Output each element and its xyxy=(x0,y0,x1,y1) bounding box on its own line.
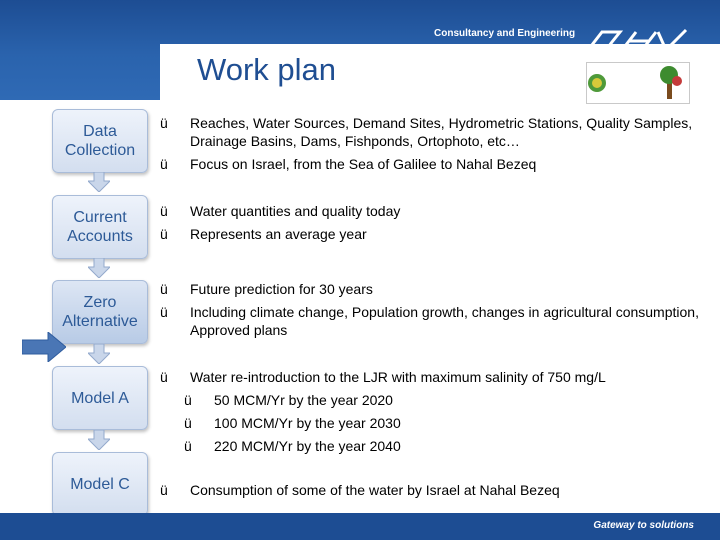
list-item xyxy=(160,280,720,298)
check-icon: ü xyxy=(160,281,168,297)
check-icon: ü xyxy=(160,156,168,172)
bullet-text: 100 MCM/Yr by the year 2030 xyxy=(214,415,401,431)
check-icon: ü xyxy=(160,482,168,498)
bullet-text: Represents an average year xyxy=(190,226,367,242)
list-item xyxy=(160,225,720,243)
partner-logo xyxy=(586,62,690,104)
step-model-c: Model C xyxy=(52,452,148,516)
step-current-accounts: Current Accounts xyxy=(52,195,148,259)
step-model-a: Model A xyxy=(52,366,148,430)
check-icon: ü xyxy=(184,438,192,454)
list-item xyxy=(160,114,720,150)
check-icon: ü xyxy=(160,203,168,219)
down-arrow-icon xyxy=(88,172,110,192)
bullet-text: Reaches, Water Sources, Demand Sites, Hydrometric Stations, Quality Samples, Drainage Basins, Dams, Fishponds, Ortophoto, etc… xyxy=(190,115,693,149)
bullet-text: Water re-introduction to the LJR with maximum salinity of 750 mg/L xyxy=(190,369,606,385)
list-item xyxy=(160,202,720,220)
dhv-logo xyxy=(582,28,692,54)
step-data-collection: Data Collection xyxy=(52,109,148,173)
current-step-arrow-icon xyxy=(22,332,66,362)
bullet-text: Water quantities and quality today xyxy=(190,203,401,219)
bullet-text: Future prediction for 30 years xyxy=(190,281,373,297)
check-icon: ü xyxy=(160,226,168,242)
check-icon: ü xyxy=(160,304,168,320)
list-item xyxy=(160,481,720,499)
tagline: Consultancy and Engineering xyxy=(434,28,576,39)
bullet-text: 220 MCM/Yr by the year 2040 xyxy=(214,438,401,454)
check-icon: ü xyxy=(184,415,192,431)
list-item xyxy=(160,437,720,455)
list-item xyxy=(160,391,720,409)
partner-logo-icon xyxy=(587,63,689,103)
check-icon: ü xyxy=(160,369,168,385)
check-icon: ü xyxy=(160,115,168,131)
bullet-text: 50 MCM/Yr by the year 2020 xyxy=(214,392,393,408)
list-item xyxy=(160,155,720,173)
footer-slogan: Gateway to solutions xyxy=(593,520,694,531)
down-arrow-icon xyxy=(88,258,110,278)
page-title: Work plan xyxy=(197,52,336,87)
list-item xyxy=(160,414,720,432)
bullet-text: Consumption of some of the water by Israel at Nahal Bezeq xyxy=(190,482,560,498)
down-arrow-icon xyxy=(88,344,110,364)
bullet-text: Including climate change, Population growth, changes in agricultural consumption, Approved plans xyxy=(190,304,699,338)
down-arrow-icon xyxy=(88,430,110,450)
list-item xyxy=(160,303,720,339)
list-item xyxy=(160,368,720,386)
check-icon: ü xyxy=(184,392,192,408)
step-zero-alternative: Zero Alternative xyxy=(52,280,148,344)
bullet-text: Focus on Israel, from the Sea of Galilee to Nahal Bezeq xyxy=(190,156,537,172)
